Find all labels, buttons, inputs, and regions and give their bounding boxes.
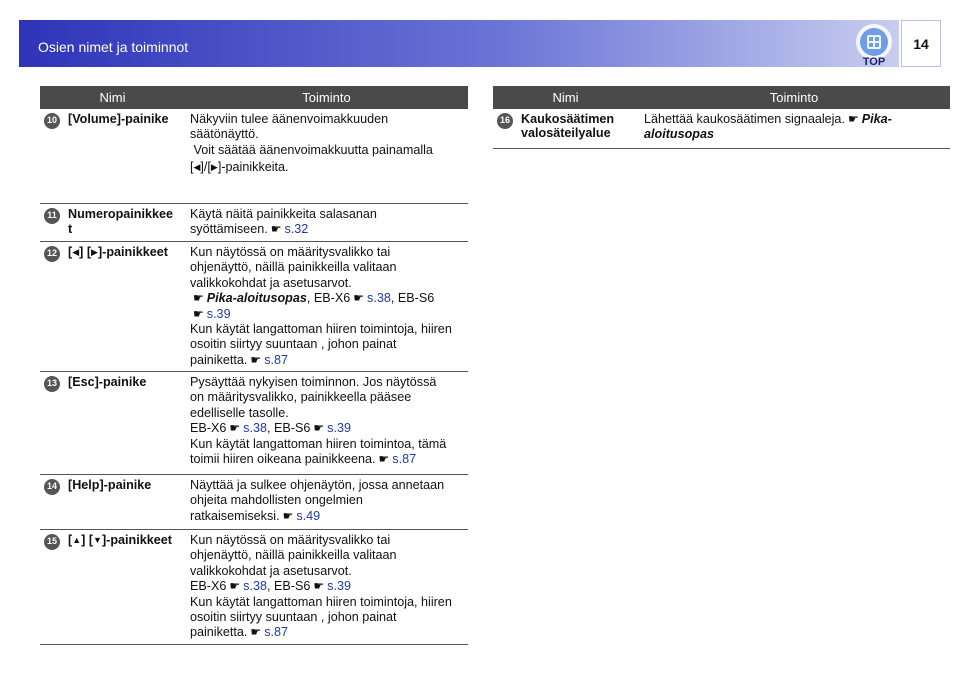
table-header: [493, 86, 950, 109]
pointing-hand-icon: ☛: [353, 291, 365, 306]
item-name: [Help]-painike: [68, 478, 152, 492]
right-triangle-icon: ▶: [210, 162, 218, 173]
col-header-name: Nimi: [552, 90, 579, 105]
page-link[interactable]: s.49: [296, 508, 321, 523]
page-link[interactable]: s.39: [327, 421, 351, 436]
item-name: [◀] [▶]-painikkeet: [68, 245, 168, 259]
right-table: [493, 86, 950, 149]
guide-reference: Pika-aloitusopas: [206, 291, 307, 306]
item-function: Käytä näitä painikkeita salasanan syöttämiseen. ☛ s.32: [190, 207, 377, 237]
item-function: Lähettää kaukosäätimen signaaleja. ☛ Pika- aloitusopas: [644, 112, 892, 142]
page-link[interactable]: s.39: [327, 579, 351, 594]
pointing-hand-icon: ☛: [847, 112, 859, 126]
left-triangle-icon: ◀: [72, 247, 80, 257]
page-link[interactable]: s.39: [206, 306, 231, 321]
table-row: [40, 372, 468, 475]
down-triangle-icon: ▼: [93, 535, 102, 545]
item-number-badge: 13: [44, 376, 60, 392]
page-link[interactable]: s.38: [243, 421, 267, 436]
col-header-function: Toiminto: [302, 90, 351, 105]
table-row: [40, 204, 468, 242]
item-name: [Volume]-painike: [68, 112, 169, 126]
item-number-badge: 16: [497, 113, 513, 129]
pointing-hand-icon: ☛: [193, 291, 204, 306]
table-row: [40, 475, 468, 530]
page-link[interactable]: s.38: [367, 291, 391, 306]
item-function: Näyttää ja sulkee ohjenäytön, jossa annetaan ohjeita mahdollisten ongelmien ratkaisemiseksi. ☛ s.49: [190, 478, 445, 523]
pointing-hand-icon: ☛: [229, 579, 241, 594]
table-row: [40, 109, 468, 204]
col-header-name: Nimi: [99, 90, 126, 105]
pointing-hand-icon: ☛: [250, 352, 262, 367]
pointing-hand-icon: ☛: [229, 421, 241, 436]
pointing-hand-icon: ☛: [270, 222, 282, 237]
page-link[interactable]: s.87: [264, 352, 288, 367]
page-link[interactable]: s.87: [392, 452, 417, 467]
table-header: [40, 86, 468, 109]
table-row: [493, 109, 950, 149]
page-link[interactable]: s.32: [284, 222, 309, 237]
up-triangle-icon: ▲: [72, 535, 82, 545]
pointing-hand-icon: ☛: [313, 421, 325, 436]
item-number-badge: 11: [44, 208, 60, 224]
guide-reference: Pika-: [861, 112, 892, 126]
pointing-hand-icon: ☛: [193, 306, 204, 321]
page-title: Osien nimet ja toiminnot: [38, 39, 189, 55]
page-link[interactable]: s.38: [243, 579, 267, 594]
item-name: Numeropainikkee t: [68, 207, 173, 237]
left-triangle-icon: ◀: [193, 162, 201, 173]
item-number-badge: 10: [44, 113, 60, 129]
item-function: Pysäyttää nykyisen toiminnon. Jos näytössä on määritysvalikko, painikkeella pääsee edelliselle tasolle. EB-X6 ☛ s.38, EB-S6 ☛ s.39 Kun käytät langattoman hiiren toimintoa, tämä toimii hiiren oikeana painikkeena. ☛ s.87: [190, 375, 447, 467]
item-number-badge: 14: [44, 479, 60, 495]
pointing-hand-icon: ☛: [378, 452, 390, 467]
page-link[interactable]: s.87: [264, 625, 288, 640]
col-header-function: Toiminto: [769, 90, 819, 105]
pointing-hand-icon: ☛: [313, 579, 325, 594]
pointing-hand-icon: ☛: [250, 625, 262, 640]
table-row: [40, 242, 468, 372]
item-function: Näkyviin tulee äänenvoimakkuuden säätönäyttö. Voit säätää äänenvoimakkuutta painamalla [◀]/[▶]-painikkeita.: [190, 112, 433, 175]
item-number-badge: 12: [44, 246, 60, 262]
pointing-hand-icon: ☛: [282, 508, 294, 523]
item-function: Kun näytössä on määritysvalikko tai ohjenäyttö, näillä painikkeilla valitaan valikkokohdat ja asetusarvot. EB-X6 ☛ s.38, EB-S6 ☛ s.39 Kun käytät langattoman hiiren toimintoja, hiiren osoitin siirtyy suuntaan , johon painat painiketta. ☛ s.87: [190, 533, 452, 640]
left-table: [40, 86, 468, 645]
page-number: 14: [901, 20, 941, 67]
right-triangle-icon: ▶: [91, 247, 98, 257]
table-row: [40, 530, 468, 645]
item-name: [▲] [▼]-painikkeet: [68, 533, 172, 547]
guide-reference: aloitusopas: [644, 127, 714, 142]
item-number-badge: 15: [44, 534, 60, 550]
item-name: Kaukosäätimen valosäteilyalue: [521, 112, 615, 140]
item-function: Kun näytössä on määritysvalikko tai ohjenäyttö, näillä painikkeilla valitaan valikkokohdat ja asetusarvot. ☛ Pika-aloitusopas, EB-X6 ☛ s.38, EB-S6 ☛ s.39 Kun käytät langattoman hiiren toimintoja, hiiren osoitin siirtyy suuntaan , johon painat painiketta. ☛ s.87: [190, 245, 452, 367]
item-name: [Esc]-painike: [68, 375, 147, 389]
top-logo-label: TOP: [862, 56, 886, 67]
page-header: [19, 20, 899, 67]
